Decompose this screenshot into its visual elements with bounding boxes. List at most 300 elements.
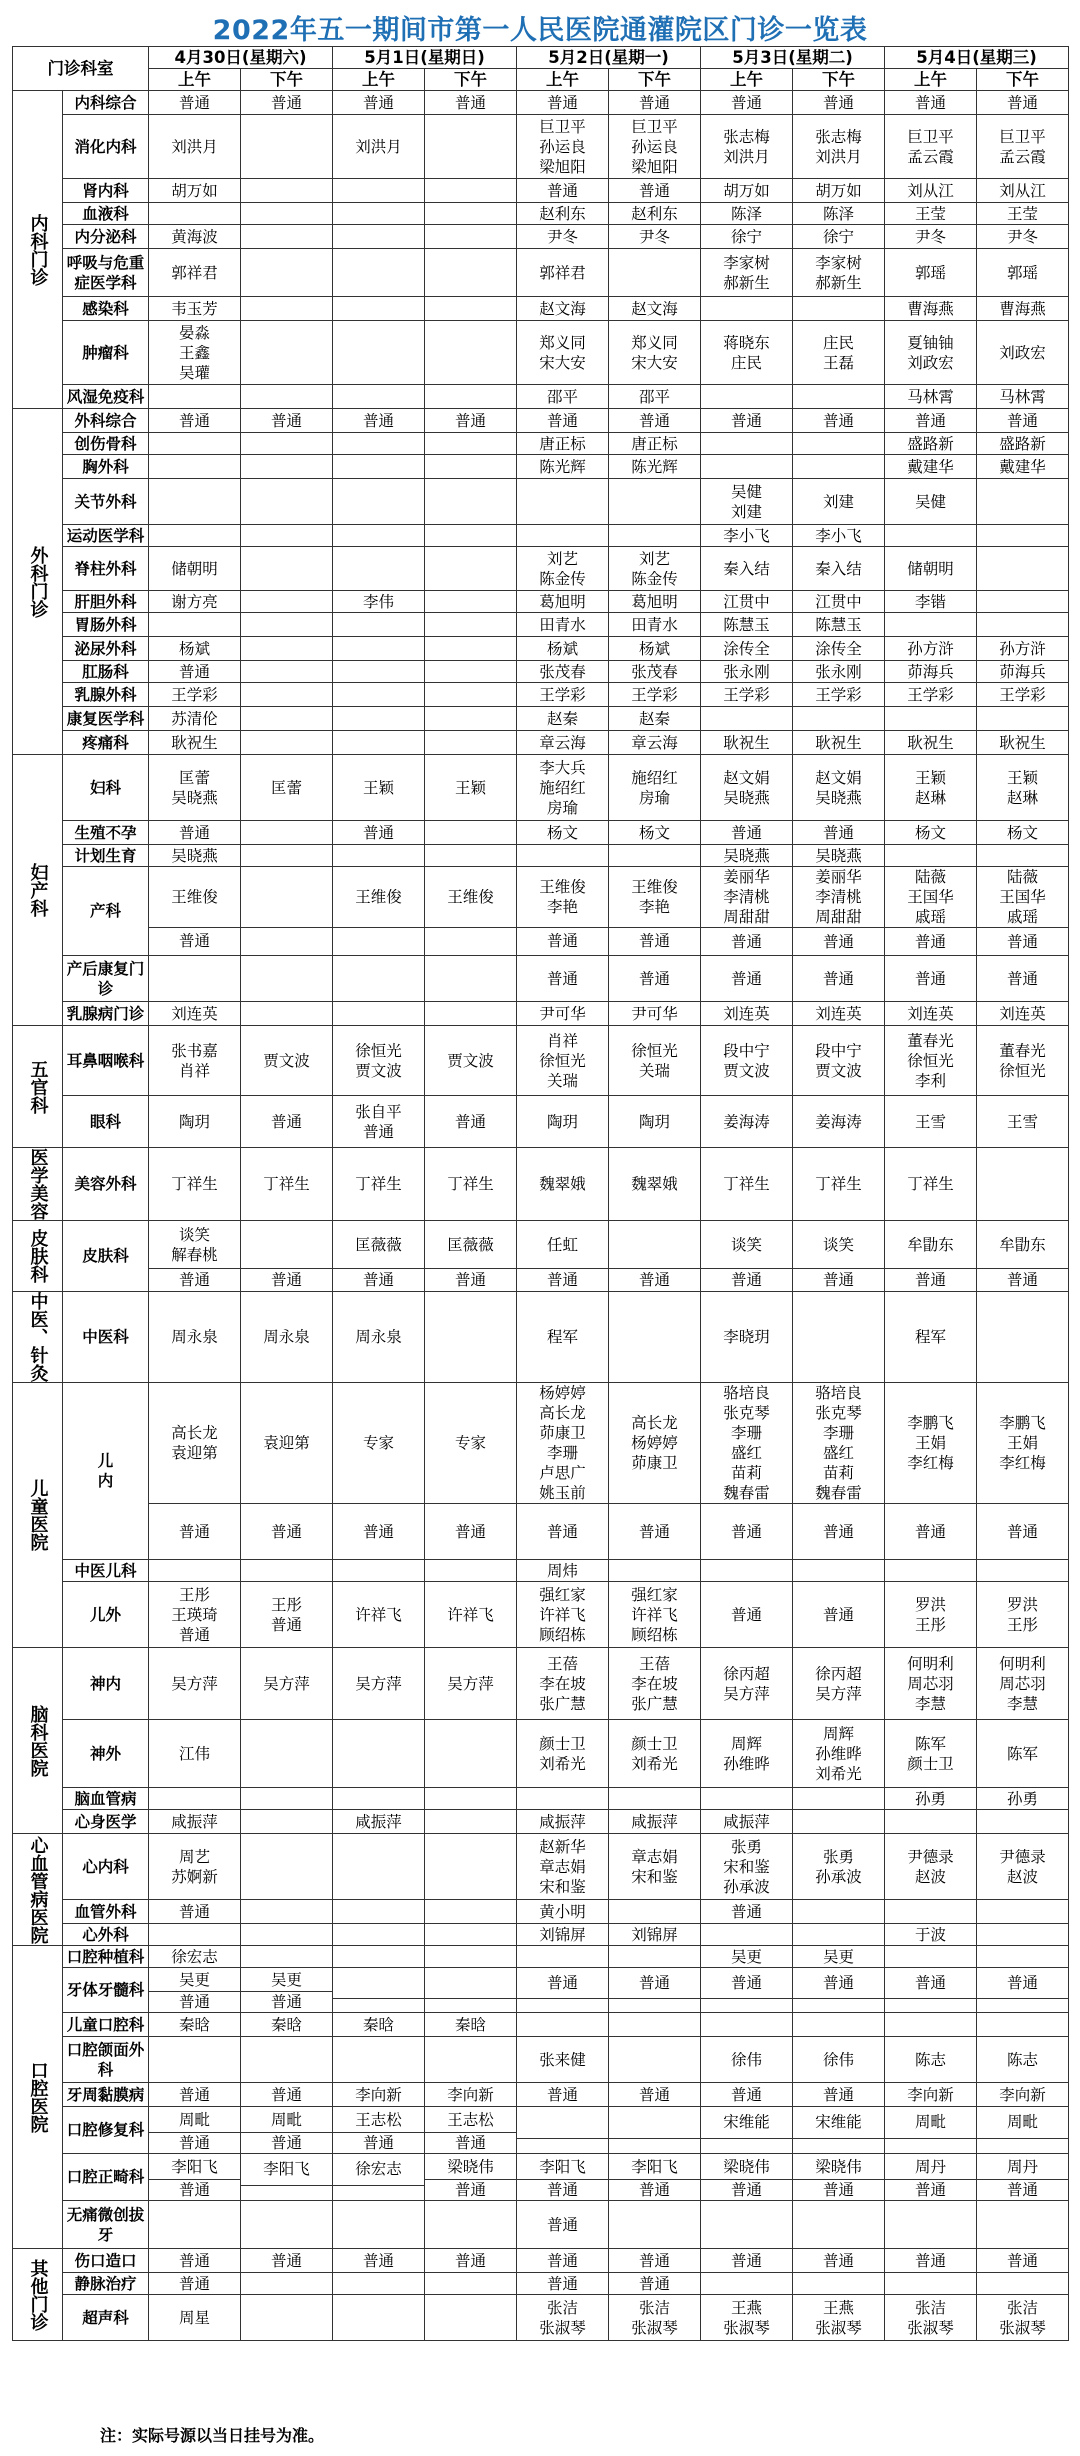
- doctor-cell: 赵利东: [609, 203, 701, 225]
- doctor-cell: [425, 2107, 517, 2154]
- doctor-cell: [517, 479, 609, 525]
- doctor-cell: 普通: [517, 2273, 609, 2295]
- doctor-cell: 普通: [609, 956, 701, 1002]
- doctor-cell: 王学彩: [885, 683, 977, 707]
- doctor-cell: [793, 1788, 885, 1810]
- doctor-cell: [333, 1560, 425, 1582]
- doctor-cell: 普通: [885, 409, 977, 433]
- doctor-cell: 普通: [609, 409, 701, 433]
- doctor-names: 普通: [701, 1968, 792, 1999]
- schedule-row: [13, 2013, 1069, 2037]
- doctor-cell: 普通: [149, 821, 241, 845]
- doctor-cell: [149, 385, 241, 409]
- general-clinic: [425, 1999, 516, 2012]
- doctor-cell: 王学彩: [149, 683, 241, 707]
- schedule-row: [13, 755, 1069, 821]
- doctor-cell: 普通: [701, 1900, 793, 1924]
- doctor-cell: 王雪: [977, 1096, 1069, 1148]
- doctor-cell: 李晓玥: [701, 1292, 793, 1383]
- doctor-cell: [333, 203, 425, 225]
- doctor-cell: [333, 1788, 425, 1810]
- doctor-cell: 耿祝生: [885, 731, 977, 755]
- doctor-cell: 王学彩: [609, 683, 701, 707]
- doctor-cell: [149, 479, 241, 525]
- schedule-row: [13, 1924, 1069, 1946]
- doctor-cell: [425, 1383, 517, 1560]
- doctor-cell: 陈慧玉: [701, 613, 793, 637]
- doctor-cell: 李家树 郝新生: [701, 249, 793, 297]
- department-name: 乳腺病门诊: [63, 1002, 149, 1026]
- department-name: 产后康复门 诊: [63, 956, 149, 1002]
- doctor-names: 骆培良 张克琴 李珊 盛红 苗莉 魏春雷: [793, 1383, 884, 1504]
- doctor-cell: [333, 321, 425, 385]
- doctor-cell: 周永泉: [149, 1292, 241, 1383]
- doctor-cell: [701, 2201, 793, 2249]
- doctor-cell: 赵文娟 吴晓燕: [793, 755, 885, 821]
- doctor-cell: 普通: [701, 409, 793, 433]
- department-name: 肿瘤科: [63, 321, 149, 385]
- doctor-cell: [425, 867, 517, 956]
- doctor-cell: 李小飞: [793, 525, 885, 547]
- doctor-cell: 陈泽: [793, 203, 885, 225]
- doctor-cell: 赵秦: [517, 707, 609, 731]
- doctor-names: [333, 1968, 424, 1999]
- group-label: 妇产科: [13, 755, 63, 1026]
- doctor-cell: [241, 1834, 333, 1900]
- doctor-cell: [977, 1292, 1069, 1383]
- doctor-cell: 张永刚: [793, 661, 885, 683]
- doctor-cell-split: [793, 2154, 884, 2200]
- doctor-cell: [149, 956, 241, 1002]
- doctor-cell: [425, 2273, 517, 2295]
- doctor-cell: 丁祥生: [701, 1148, 793, 1221]
- doctor-cell: 普通: [149, 2083, 241, 2107]
- doctor-names: 周毗: [885, 2107, 976, 2139]
- doctor-cell: [149, 525, 241, 547]
- doctor-names: 专家: [425, 1383, 516, 1504]
- doctor-cell: 徐伟: [701, 2037, 793, 2083]
- doctor-cell: 普通: [517, 2083, 609, 2107]
- doctor-cell: 章云海: [609, 731, 701, 755]
- doctor-cell-split: [793, 867, 884, 955]
- doctor-cell-split: [241, 1221, 332, 1291]
- schedule-row: [13, 91, 1069, 115]
- doctor-cell: [425, 1002, 517, 1026]
- doctor-cell: [333, 525, 425, 547]
- doctor-cell: 夏铀铀 刘政宏: [885, 321, 977, 385]
- doctor-cell: [793, 1810, 885, 1834]
- doctor-cell: [977, 1383, 1069, 1560]
- doctor-cell: [333, 1924, 425, 1946]
- schedule-row: [13, 2201, 1069, 2249]
- schedule-row: [13, 1810, 1069, 1834]
- doctor-cell-split: [425, 1221, 516, 1291]
- doctor-cell: [793, 2107, 885, 2154]
- doctor-cell-split: [793, 2107, 884, 2153]
- doctor-cell: 胡万如: [149, 179, 241, 203]
- doctor-cell: [517, 2013, 609, 2037]
- doctor-cell: [977, 1924, 1069, 1946]
- date-header: 5月4日(星期三): [885, 47, 1069, 69]
- doctor-cell: [793, 707, 885, 731]
- general-clinic: 普通: [823, 932, 855, 951]
- doctor-cell: [977, 1946, 1069, 1968]
- doctor-cell: [425, 179, 517, 203]
- department-name: 儿 内: [63, 1383, 149, 1560]
- doctor-cell: [885, 845, 977, 867]
- doctor-names: 宋维能: [701, 2107, 792, 2139]
- morning-header: 上午: [517, 69, 609, 91]
- doctor-names: 梁晓伟: [425, 2154, 516, 2180]
- doctor-cell: [425, 1221, 517, 1292]
- general-clinic: [701, 1999, 792, 2012]
- doctor-cell: [701, 1788, 793, 1810]
- doctor-cell: 尹德录 赵波: [885, 1834, 977, 1900]
- doctor-cell: [885, 2107, 977, 2154]
- doctor-cell: 赵新华 章志娟 宋和鉴: [517, 1834, 609, 1900]
- doctor-cell: 咸振萍: [517, 1810, 609, 1834]
- schedule-row: [13, 1096, 1069, 1148]
- doctor-names: 王维俊 李艳: [517, 867, 608, 928]
- doctor-cell: [241, 821, 333, 845]
- doctor-cell: 杨文: [609, 821, 701, 845]
- doctor-cell: [609, 867, 701, 956]
- doctor-cell: [885, 1968, 977, 2013]
- schedule-row: [13, 683, 1069, 707]
- doctor-names: 周毗: [241, 2107, 332, 2133]
- doctor-cell: 秦晗: [241, 2013, 333, 2037]
- doctor-cell: [149, 203, 241, 225]
- schedule-row: [13, 821, 1069, 845]
- doctor-cell: [885, 2013, 977, 2037]
- doctor-cell: [241, 683, 333, 707]
- general-clinic: [609, 2139, 700, 2153]
- schedule-row: [13, 1946, 1069, 1968]
- general-clinic: 普通: [731, 932, 763, 951]
- doctor-cell: 普通: [701, 1582, 793, 1648]
- doctor-names: 高长龙 袁迎第: [149, 1383, 240, 1504]
- doctor-cell: 刘连英: [149, 1002, 241, 1026]
- doctor-cell: 周星: [149, 2295, 241, 2341]
- doctor-names: [241, 867, 332, 928]
- doctor-cell: 丁祥生: [333, 1148, 425, 1221]
- doctor-cell: 张书嘉 肖祥: [149, 1026, 241, 1096]
- department-name: 胸外科: [63, 455, 149, 479]
- doctor-cell-split: [885, 1383, 976, 1559]
- doctor-cell: [333, 707, 425, 731]
- department-name: 脊柱外科: [63, 547, 149, 591]
- doctor-cell: [609, 2037, 701, 2083]
- doctor-cell-split: [793, 1968, 884, 2012]
- doctor-cell: [333, 731, 425, 755]
- doctor-cell-split: [885, 2107, 976, 2153]
- doctor-cell: 王学彩: [517, 683, 609, 707]
- doctor-cell: [425, 203, 517, 225]
- afternoon-header: 下午: [425, 69, 517, 91]
- doctor-cell: [333, 613, 425, 637]
- morning-header: 上午: [885, 69, 977, 91]
- doctor-cell: 黄小明: [517, 1900, 609, 1924]
- doctor-cell: 张勇 孙承波: [793, 1834, 885, 1900]
- general-clinic: [793, 1999, 884, 2012]
- doctor-names: 谈笑: [701, 1221, 792, 1269]
- doctor-cell: 杨斌: [149, 637, 241, 661]
- doctor-cell: [241, 707, 333, 731]
- doctor-cell: 魏翠娥: [517, 1148, 609, 1221]
- doctor-cell: [701, 2013, 793, 2037]
- doctor-names: 王维俊: [333, 867, 424, 928]
- doctor-cell: [333, 297, 425, 321]
- doctor-cell: [885, 1560, 977, 1582]
- doctor-cell: 陈光辉: [609, 455, 701, 479]
- doctor-cell: [977, 1221, 1069, 1292]
- doctor-cell: 王学彩: [701, 683, 793, 707]
- doctor-cell: [149, 2201, 241, 2249]
- doctor-cell: [977, 1810, 1069, 1834]
- doctor-cell: 王蓓 李在坡 张广慧: [609, 1648, 701, 1720]
- doctor-cell: 章云海: [517, 731, 609, 755]
- schedule-row: [13, 2154, 1069, 2201]
- doctor-cell: 普通: [241, 1096, 333, 1148]
- schedule-row: [13, 249, 1069, 297]
- doctor-names: 谈笑: [793, 1221, 884, 1269]
- doctor-cell: 陈慧玉: [793, 613, 885, 637]
- general-clinic: 普通: [547, 1522, 579, 1541]
- doctor-cell: 张自平 普通: [333, 1096, 425, 1148]
- doctor-cell: 杨文: [885, 821, 977, 845]
- doctor-cell: 尹可华: [517, 1002, 609, 1026]
- doctor-cell: [793, 455, 885, 479]
- general-clinic: [241, 2186, 332, 2200]
- doctor-cell: 魏翠娥: [609, 1148, 701, 1221]
- doctor-cell: 江伟: [149, 1720, 241, 1788]
- doctor-cell: 徐宏志: [149, 1946, 241, 1968]
- department-name: 肝胆外科: [63, 591, 149, 613]
- doctor-cell: 咸振萍: [701, 1810, 793, 1834]
- general-clinic: 普通: [178, 2134, 210, 2152]
- doctor-cell: [793, 1900, 885, 1924]
- general-clinic: [425, 928, 516, 955]
- doctor-cell: 李锴: [885, 591, 977, 613]
- doctor-cell: [333, 1946, 425, 1968]
- doctor-cell: [793, 867, 885, 956]
- doctor-cell: [241, 179, 333, 203]
- doctor-cell-split: [885, 1221, 976, 1291]
- doctor-cell: 刘锦屏: [609, 1924, 701, 1946]
- doctor-cell: 耿祝生: [977, 731, 1069, 755]
- doctor-cell: [149, 2154, 241, 2201]
- department-name: 康复医学科: [63, 707, 149, 731]
- doctor-cell: [885, 1900, 977, 1924]
- doctor-cell: 徐恒光 贾文波: [333, 1026, 425, 1096]
- doctor-cell: [609, 2154, 701, 2201]
- doctor-cell: 戴建华: [885, 455, 977, 479]
- doctor-cell: [241, 613, 333, 637]
- schedule-row: [13, 2037, 1069, 2083]
- department-name: 肛肠科: [63, 661, 149, 683]
- department-name: 儿童口腔科: [63, 2013, 149, 2037]
- doctor-cell: 徐宁: [701, 225, 793, 249]
- doctor-cell: [149, 613, 241, 637]
- group-label: 口腔医院: [13, 1946, 63, 2249]
- doctor-names: 普通: [609, 1968, 700, 1999]
- doctor-cell: [425, 591, 517, 613]
- doctor-cell: 普通: [241, 2083, 333, 2107]
- doctor-cell: 李家树 郝新生: [793, 249, 885, 297]
- doctor-cell: [517, 867, 609, 956]
- doctor-cell: [241, 2273, 333, 2295]
- doctor-cell: [517, 525, 609, 547]
- doctor-names: [609, 1221, 700, 1269]
- schedule-row: [13, 115, 1069, 179]
- doctor-cell: 于波: [885, 1924, 977, 1946]
- morning-header: 上午: [333, 69, 425, 91]
- doctor-cell: 胡万如: [701, 179, 793, 203]
- general-clinic: 普通: [915, 1271, 947, 1290]
- doctor-names: 陆薇 王国华 戚瑶: [885, 867, 976, 928]
- doctor-cell: [333, 547, 425, 591]
- schedule-row: [13, 707, 1069, 731]
- doctor-cell: [425, 1946, 517, 1968]
- doctor-cell: 普通: [609, 2273, 701, 2295]
- doctor-names: 普通: [793, 1968, 884, 1999]
- doctor-cell: [701, 1383, 793, 1560]
- doctor-cell: [425, 821, 517, 845]
- doctor-cell: [977, 2201, 1069, 2249]
- doctor-cell: 程军: [885, 1292, 977, 1383]
- doctor-cell: [241, 525, 333, 547]
- doctor-cell: [149, 2037, 241, 2083]
- doctor-cell: [977, 591, 1069, 613]
- doctor-cell: 普通: [425, 91, 517, 115]
- department-name: 运动医学科: [63, 525, 149, 547]
- doctor-cell: [609, 2201, 701, 2249]
- doctor-cell: 葛旭明: [517, 591, 609, 613]
- department-name: 眼科: [63, 1096, 149, 1148]
- doctor-cell: [425, 385, 517, 409]
- doctor-cell: 董春光 徐恒光 李利: [885, 1026, 977, 1096]
- general-clinic: 普通: [639, 932, 671, 951]
- doctor-cell: [701, 455, 793, 479]
- doctor-cell: 徐丙超 吴方萍: [701, 1648, 793, 1720]
- doctor-cell: [977, 525, 1069, 547]
- doctor-cell: 何明利 周芯羽 李慧: [885, 1648, 977, 1720]
- general-clinic: 普通: [1007, 2181, 1039, 2199]
- doctor-cell-split: [241, 1968, 332, 2012]
- department-name: 中医科: [63, 1292, 149, 1383]
- doctor-cell: 王学彩: [793, 683, 885, 707]
- doctor-cell-split: [149, 1383, 240, 1559]
- schedule-row: [13, 1968, 1069, 2013]
- doctor-cell: [149, 1924, 241, 1946]
- general-clinic: 普通: [178, 932, 210, 951]
- doctor-cell: 普通: [885, 956, 977, 1002]
- doctor-cell: [885, 1946, 977, 1968]
- doctor-names: 杨婷婷 高长龙 茆康卫 李珊 卢思广 姚玉前: [517, 1383, 608, 1504]
- doctor-names: 袁迎第: [241, 1383, 332, 1504]
- date-header: 4月30日(星期六): [149, 47, 333, 69]
- doctor-cell-split: [517, 867, 608, 955]
- doctor-cell: [333, 1968, 425, 2013]
- doctor-cell: [977, 547, 1069, 591]
- department-name: 口腔修复科: [63, 2107, 149, 2154]
- group-label: 五官科: [13, 1026, 63, 1148]
- department-name: 口腔正畸科: [63, 2154, 149, 2201]
- doctor-names: 吴更: [149, 1968, 240, 1992]
- doctor-cell: [241, 661, 333, 683]
- schedule-row: [13, 1900, 1069, 1924]
- doctor-cell: [609, 1560, 701, 1582]
- doctor-cell: 杨文: [977, 821, 1069, 845]
- doctor-cell: 王颖 赵琳: [885, 755, 977, 821]
- doctor-cell-split: [241, 2154, 332, 2200]
- general-clinic: [517, 2139, 608, 2153]
- doctor-cell: 段中宁 贾文波: [793, 1026, 885, 1096]
- doctor-cell: 章志娟 宋和鉴: [609, 1834, 701, 1900]
- doctor-cell: 张志梅 刘洪月: [793, 115, 885, 179]
- department-name: 脑血管病: [63, 1788, 149, 1810]
- doctor-cell: 陈军: [977, 1720, 1069, 1788]
- doctor-cell: 普通: [149, 1900, 241, 1924]
- schedule-row: [13, 2083, 1069, 2107]
- doctor-cell: [609, 1788, 701, 1810]
- doctor-cell: 陈光辉: [517, 455, 609, 479]
- doctor-cell: [241, 2201, 333, 2249]
- doctor-cell: 吴晓燕: [793, 845, 885, 867]
- doctor-cell: [977, 1148, 1069, 1221]
- general-clinic: 普通: [915, 2181, 947, 2199]
- doctor-cell: 普通: [517, 956, 609, 1002]
- doctor-cell: [333, 1720, 425, 1788]
- doctor-cell: 普通: [333, 91, 425, 115]
- doctor-cell: [793, 1924, 885, 1946]
- doctor-cell: 尹可华: [609, 1002, 701, 1026]
- doctor-cell: 咸振萍: [149, 1810, 241, 1834]
- doctor-cell: 江贯中: [793, 591, 885, 613]
- doctor-cell: [241, 867, 333, 956]
- doctor-cell: [701, 2273, 793, 2295]
- doctor-cell: [701, 1924, 793, 1946]
- department-name: 口腔种植科: [63, 1946, 149, 1968]
- general-clinic: [609, 1999, 700, 2012]
- doctor-cell: 普通: [517, 91, 609, 115]
- schedule-row: [13, 956, 1069, 1002]
- doctor-cell: 张茂春: [609, 661, 701, 683]
- doctor-names: 吴更: [241, 1968, 332, 1992]
- doctor-cell: [977, 479, 1069, 525]
- doctor-cell: [425, 2037, 517, 2083]
- doctor-cell: 施绍红 房瑜: [609, 755, 701, 821]
- group-label: 外科门诊: [13, 409, 63, 755]
- doctor-cell: [241, 1788, 333, 1810]
- schedule-row: [13, 179, 1069, 203]
- doctor-names: [425, 1968, 516, 1999]
- doctor-names: 陆薇 王国华 戚瑶: [977, 867, 1068, 928]
- doctor-names: 周毗: [149, 2107, 240, 2133]
- doctor-cell: [793, 2201, 885, 2249]
- doctor-cell: 刘政宏: [977, 321, 1069, 385]
- doctor-cell: [793, 2013, 885, 2037]
- department-name: 皮肤科: [63, 1221, 149, 1292]
- general-clinic: 普通: [178, 1271, 210, 1290]
- doctor-cell: [241, 115, 333, 179]
- doctor-names: 徐宏志: [333, 2154, 424, 2186]
- general-clinic: [333, 1999, 424, 2012]
- doctor-names: 李阳飞: [517, 2154, 608, 2180]
- doctor-cell: [333, 385, 425, 409]
- doctor-cell: 耿祝生: [701, 731, 793, 755]
- general-clinic: 普通: [731, 1522, 763, 1541]
